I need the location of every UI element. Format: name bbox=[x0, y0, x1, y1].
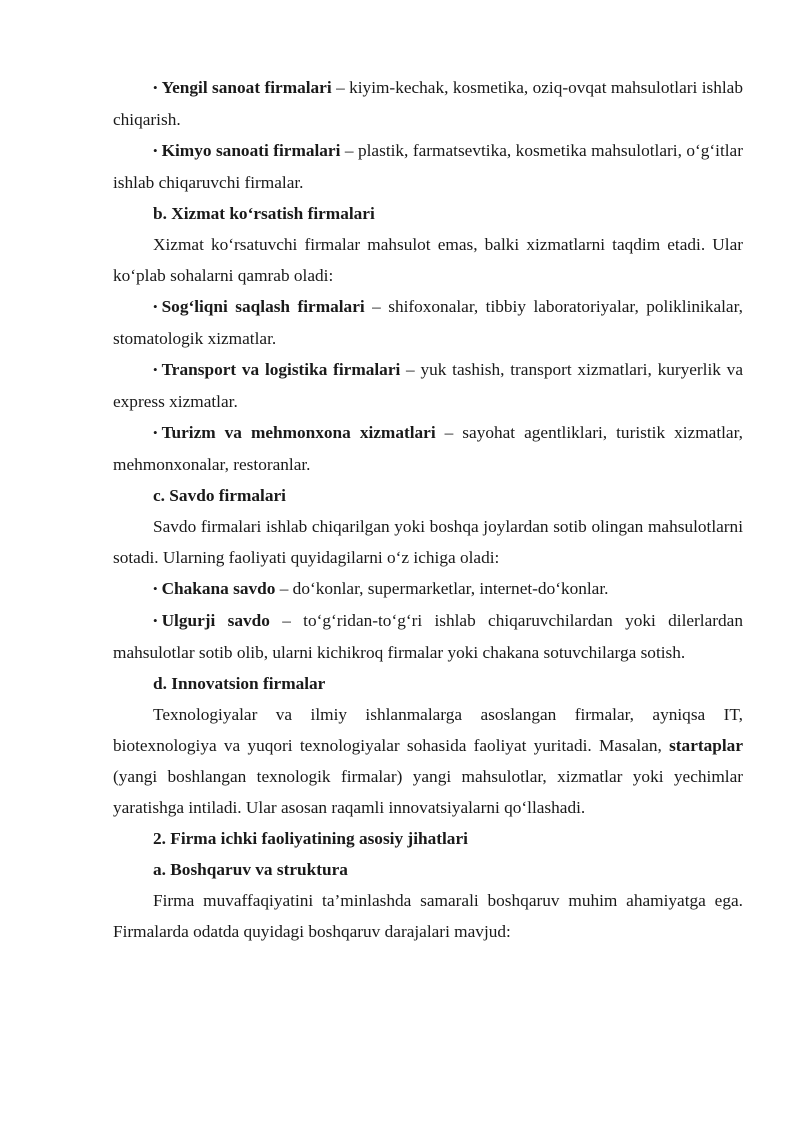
body-text: Texnologiyalar va ilmiy ishlanmalarga asoslangan firmalar, ayniqsa IT, biotexnologiya va yuqori texnologiyalar sohasida faoliyat yuritadi. Masalan, bbox=[113, 705, 743, 755]
bullet-paragraph bbox=[113, 135, 743, 198]
bullet-term: Sog‘liqni saqlash firmalari bbox=[161, 297, 365, 316]
bullet-paragraph bbox=[113, 417, 743, 480]
bullet-text: – yuk tashish, transport xizmatlari, kuryerlik va express xizmatlar. bbox=[113, 360, 743, 411]
bold-term: startaplar bbox=[669, 736, 743, 755]
bullet-paragraph bbox=[113, 354, 743, 417]
body-paragraph: Savdo firmalari ishlab chiqarilgan yoki boshqa joylardan sotib olingan mahsulotlarni sotadi. Ularning faoliyati quyidagilarni o‘z ichiga oladi: bbox=[113, 517, 743, 567]
document-page bbox=[113, 72, 743, 947]
bullet-text: – shifoxonalar, tibbiy laboratoriyalar, poliklinikalar, stomatologik xizmatlar. bbox=[113, 297, 743, 348]
body-paragraph bbox=[113, 699, 743, 823]
bullet-term: Yengil sanoat firmalari bbox=[161, 78, 332, 97]
section-heading: 2. Firma ichki faoliyatining asosiy jihatlari bbox=[153, 829, 468, 848]
bullet-term: Ulgurji savdo bbox=[161, 611, 270, 630]
body-paragraph: Xizmat ko‘rsatuvchi firmalar mahsulot emas, balki xizmatlarni taqdim etadi. Ular ko‘plab sohalarni qamrab oladi: bbox=[113, 235, 743, 285]
bullet-icon: • bbox=[153, 143, 158, 158]
bullet-text: – kiyim-kechak, kosmetika, oziq-ovqat mahsulotlari ishlab chiqarish. bbox=[113, 78, 743, 129]
bullet-icon: • bbox=[153, 425, 158, 440]
section-heading: c. Savdo firmalari bbox=[153, 486, 286, 505]
section-heading: a. Boshqaruv va struktura bbox=[153, 860, 348, 879]
bullet-icon: • bbox=[153, 299, 158, 314]
bullet-icon: • bbox=[153, 362, 158, 377]
bullet-paragraph bbox=[113, 291, 743, 354]
bullet-term: Kimyo sanoati firmalari bbox=[161, 141, 341, 160]
bullet-text: – sayohat agentliklari, turistik xizmatlar, mehmonxonalar, restoranlar. bbox=[113, 423, 743, 474]
bullet-paragraph bbox=[113, 72, 743, 135]
bullet-text: – do‘konlar, supermarketlar, internet-do‘konlar. bbox=[275, 579, 609, 598]
bullet-icon: • bbox=[153, 613, 158, 628]
bullet-paragraph bbox=[113, 573, 743, 605]
body-paragraph: Firma muvaffaqiyatini ta’minlashda samarali boshqaruv muhim ahamiyatga ega. Firmalarda odatda quyidagi boshqaruv darajalari mavjud: bbox=[113, 891, 743, 941]
body-text: (yangi boshlangan texnologik firmalar) yangi mahsulotlar, xizmatlar yoki yechimlar yaratishga intiladi. Ular asosan raqamli innovatsiyalarni qo‘llashadi. bbox=[113, 767, 743, 817]
section-heading: d. Innovatsion firmalar bbox=[153, 674, 326, 693]
section-heading: b. Xizmat ko‘rsatish firmalari bbox=[153, 204, 375, 223]
bullet-term: Transport va logistika firmalari bbox=[161, 360, 401, 379]
bullet-icon: • bbox=[153, 80, 158, 95]
bullet-text: – to‘g‘ridan-to‘g‘ri ishlab chiqaruvchilardan yoki dilerlardan mahsulotlar sotib olib, ularni kichikroq firmalar yoki chakana sotuvchilarga sotish. bbox=[113, 611, 743, 662]
bullet-icon: • bbox=[153, 581, 158, 596]
bullet-term: Chakana savdo bbox=[161, 579, 276, 598]
bullet-term: Turizm va mehmonxona xizmatlari bbox=[161, 423, 436, 442]
bullet-text: – plastik, farmatsevtika, kosmetika mahsulotlari, o‘g‘itlar ishlab chiqaruvchi firmalar. bbox=[113, 141, 743, 192]
bullet-paragraph bbox=[113, 605, 743, 668]
